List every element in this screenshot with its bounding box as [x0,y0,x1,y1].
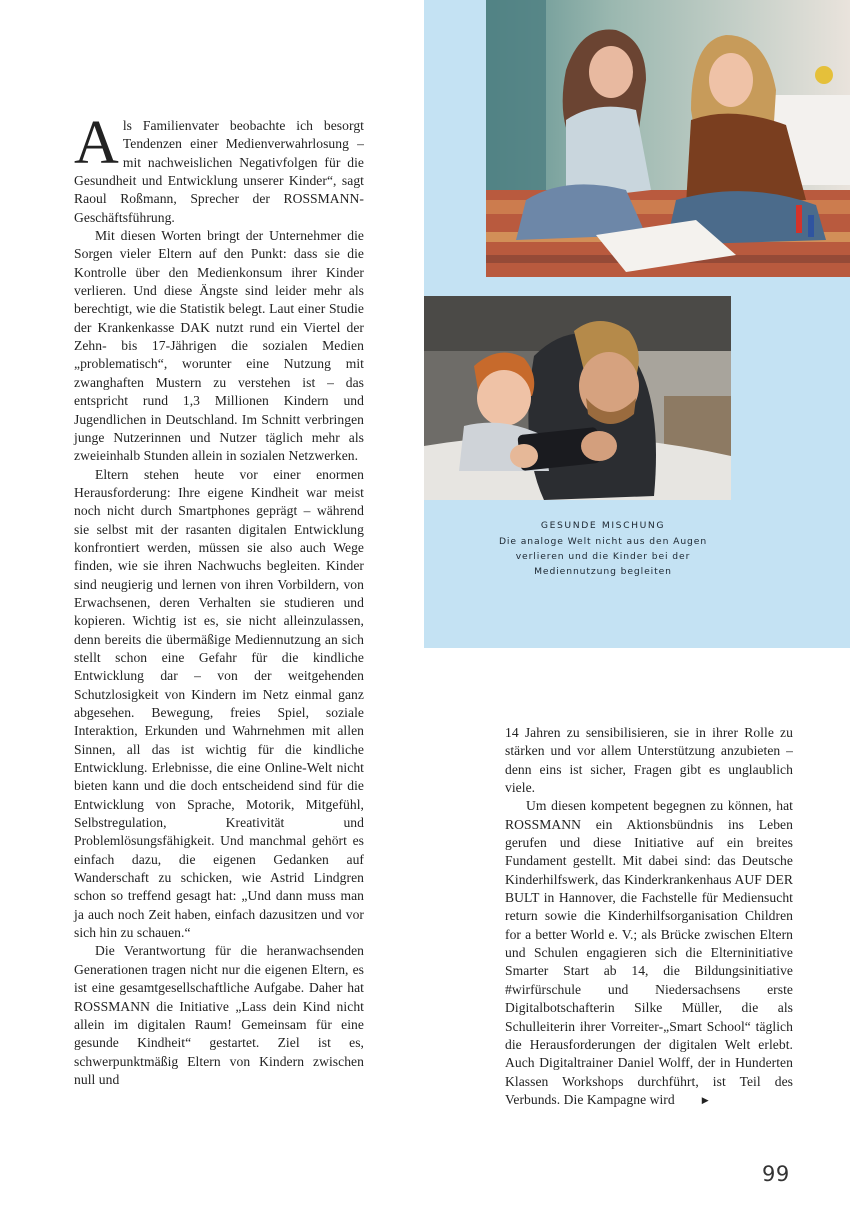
article-paragraph: 14 Jahren zu sensibilisieren, sie in ihrer Rolle zu stärken und vor allem Unterstützung anzubieten – denn eins ist sicher, Fragen gibt es unglaublich viele. [505,725,793,796]
page-number: 99 [762,1162,790,1186]
article-column-right [505,724,793,1109]
caption-text: Die analoge Welt nicht aus den Augen verlieren und die Kinder bei der Mediennutzung begleiten [498,536,708,577]
continue-arrow-icon: ▶ [701,1094,709,1105]
photo-girls-playing [486,0,850,277]
caption-title: GESUNDE MISCHUNG [540,520,666,531]
article-paragraph: Mit diesen Worten bringt der Unternehmer die Sorgen vieler Eltern auf den Punkt: dass sie die Kontrolle über den Medienkonsum ihrer Kinder verlieren. Und diese Ängste sind leider mehr als berechtigt, wie die Statistik belegt. Laut einer Studie der Krankenkasse DAK nutzt rund ein Viertel der Zehn- bis 17-Jährigen die sozialen Medien „problematisch“, worunter eine Nutzung mit zwanghaften Mustern zu verstehen ist – das entspricht rund 1,3 Millionen Kindern und Jugendlichen in Deutschland. Im Schnitt verbringen junge Nutzerinnen und Nutzer täglich mehr als zweieinhalb Stunden allein in sozialen Netzwerken. [74,228,364,464]
article-paragraph: Die Verantwortung für die heranwachsenden Generationen tragen nicht nur die eigenen Eltern, es ist eine gesamtgesellschaftliche Aufgabe. Daher hat ROSSMANN die Initiative „Lass dein Kind nicht allein im digitalen Raum! Gemeinsam für eine gesunde Kindheit“ gestartet. Ziel ist es, schwerpunktmäßig Eltern von Kindern zwischen null und [74,943,364,1087]
image-caption [424,520,782,579]
photo-father-son-smartphone [424,296,731,500]
drop-cap: A [74,109,119,177]
article-paragraph [74,109,364,227]
article-paragraph: Eltern stehen heute vor einer enormen Herausforderung: Ihre eigene Kindheit war meist noch nicht durch Smartphones geprägt – während sie selbst mit der rasanten digitalen Entwicklung konfrontiert werden, müssen sie also auch Wege finden, wie sie ihren Nachwuchs begleiten. Kinder sind neugierig und lernen von ihren Vorbildern, von Erwachsenen, deren Verhalten sie studieren und kopieren. Wichtig ist es, sie nicht alleinzulassen, denn bereits die übermäßige Mediennutzung an sich stellt schon eine Gefahr für die kindliche Entwicklung dar – von der weitgehenden Schutzlosigkeit von Kindern im Netz einmal ganz abgesehen. Bewegung, freies Spiel, soziale Interaktion, Erkunden und Wahrnehmen mit allen Sinnen, all das ist wichtig für die kindliche Entwicklung. Erlebnisse, die eine Online-Welt nicht bieten kann und die doch entscheidend sind für die Entwicklung von Sprache, Motorik, Mitgefühl, Selbstregulation, Kreativität und Problemlösungsfähigkeit. Und manchmal gehört es einfach dazu, die eigenen Gedanken auf Wanderschaft zu schicken, wie Astrid Lindgren schon so treffend gesagt hat: „Und dann muss man ja auch noch Zeit haben, einfach dazusitzen und vor sich hin zu schauen.“ [74,466,364,941]
article-column-left [74,109,364,1089]
paragraph-text: Um diesen kompetent begegnen zu können, hat ROSSMANN ein Aktionsbündnis ins Leben gerufen und diese Initiative auf ein breites Fundament gestellt. Mit dabei sind: das Deutsche Kinderhilfswerk, das Kinderkrankenhaus AUF DER BULT in Hannover, die Fachstelle für Mediensucht return sowie die Kinderhilfsorganisation Children for a better World e. V.; als Brücke zwischen Eltern und Schulen engagieren sich die Elterninitiative Smarter Start ab 14, die Bildungsinitiative #wirfürschule und Niedersachsens erste Digitalbotschafterin Silke Müller, die als Schulleiterin ihrer Vorreiter-„Smart School“ täglich die Herausforderungen der digitalen Welt erlebt. Auch Digitaltrainer Daniel Wolff, der in Hunderten Klassen Workshops durchführt, ist Teil des Verbunds. Die Kampagne wird [505,798,793,1107]
paragraph-text: ls Familienvater beobachte ich besorgt Tendenzen einer Medienverwahrlosung – mit nachweislichen Negativfolgen für die Gesundheit und Entwicklung unserer Kinder“, sagt Raoul Roßmann, Sprecher der ROSSMANN-Geschäftsführung. [74,118,364,225]
article-paragraph [505,797,793,1109]
